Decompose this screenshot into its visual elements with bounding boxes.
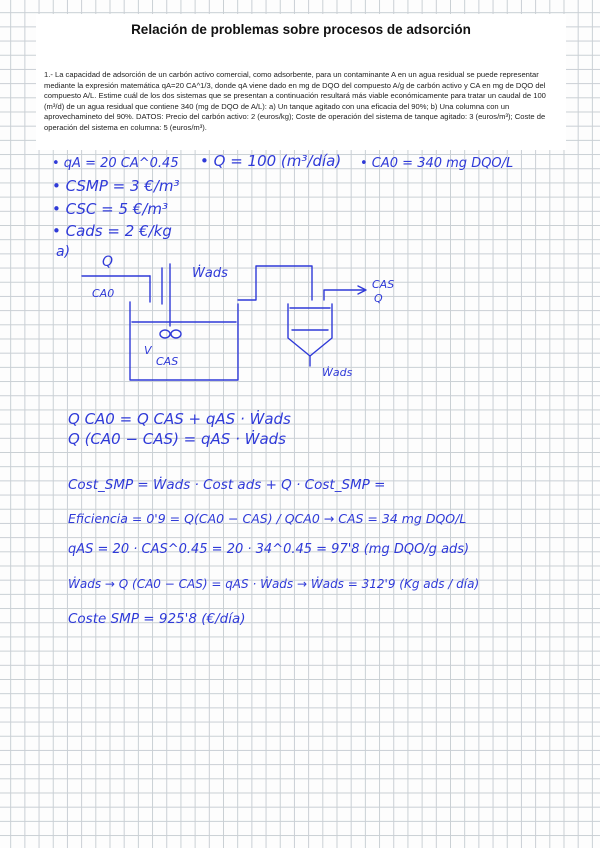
stirred-tank [130, 302, 238, 380]
equation-wads: Ẇads → Q (CA0 − CAS) = qAS · Ẇads → Ẇads = 312'9 (Kg ads / día) [68, 577, 480, 591]
data-line-ca0: • CA0 = 340 mg DQO/L [360, 156, 514, 171]
equation-cost-result: Coste SMP = 925'8 (€/día) [68, 611, 246, 627]
label-tank-conc: CAS [156, 355, 179, 368]
outlet-line [324, 290, 364, 300]
connection-pipe [238, 266, 312, 300]
equation-efficiency: Eficiencia = 0'9 = Q(CA0 − CAS) / QCA0 → CAS = 34 mg DQO/L [68, 511, 467, 526]
label-volume: V [144, 344, 152, 357]
impeller-2 [171, 330, 181, 338]
data-line-cads: • Cads = 2 €/kg [52, 222, 172, 240]
label-flow: Q [102, 254, 114, 270]
data-line-csc: • CSC = 5 €/m³ [52, 200, 169, 218]
equation-balance-2: Q (CA0 − CAS) = qAS · Ẇads [68, 430, 286, 448]
problem-statement: 1.- La capacidad de adsorción de un carbón activo comercial, como adsorbente, para un contaminante A en un agua residual se puede representar mediante la expresión matemática qA=20 CA^1/3, donde qA viene dado en mg de DQO del compuesto A/g de carbón activo y CA en mg de DQO del compuesto A/L. Estime cuál de los dos sistemas que se presentan a continuación resultará más viable económicamente para tratar un caudal de 100 (m³/d) de un agua residual que contiene 340 (mg de DQO de A/L): a) Un tanque agitado con una eficacia del 90%; b) Una columna con un aprovechamineto del 90%. DATOS: Precio del carbón activo: 2 (euros/kg); Coste de operación del sistema de tanque agitado: 3 (euros/m³); Coste de operación del sistema en columna: 5 (euros/m³). [44, 70, 546, 132]
label-ads-out: Ẇads [322, 366, 353, 379]
page-title: Relación de problemas sobre procesos de adsorción [131, 22, 471, 37]
equation-qas: qAS = 20 · CAS^0.45 = 20 · 34^0.45 = 97'8 (mg DQO/g ads) [68, 542, 470, 557]
label-inlet-conc: CA0 [92, 287, 115, 300]
data-line-flow: • Q = 100 (m³/día) [200, 152, 342, 170]
part-a-label: a) [56, 244, 71, 260]
equation-balance-1: Q CA0 = Q CAS + qAS · Ẇads [68, 410, 291, 428]
label-ads-feed: Ẇads [192, 266, 228, 281]
impeller [160, 330, 170, 338]
data-line-csmp: • CSMP = 3 €/m³ [52, 177, 180, 195]
equation-cost: Cost_SMP = Ẇads · Cost ads + Q · Cost_SMP = [68, 477, 386, 493]
label-outlet-conc: CAS [372, 278, 395, 291]
label-outlet-flow: Q [374, 292, 383, 305]
data-line-qa: • qA = 20 CA^0.45 [52, 156, 179, 171]
